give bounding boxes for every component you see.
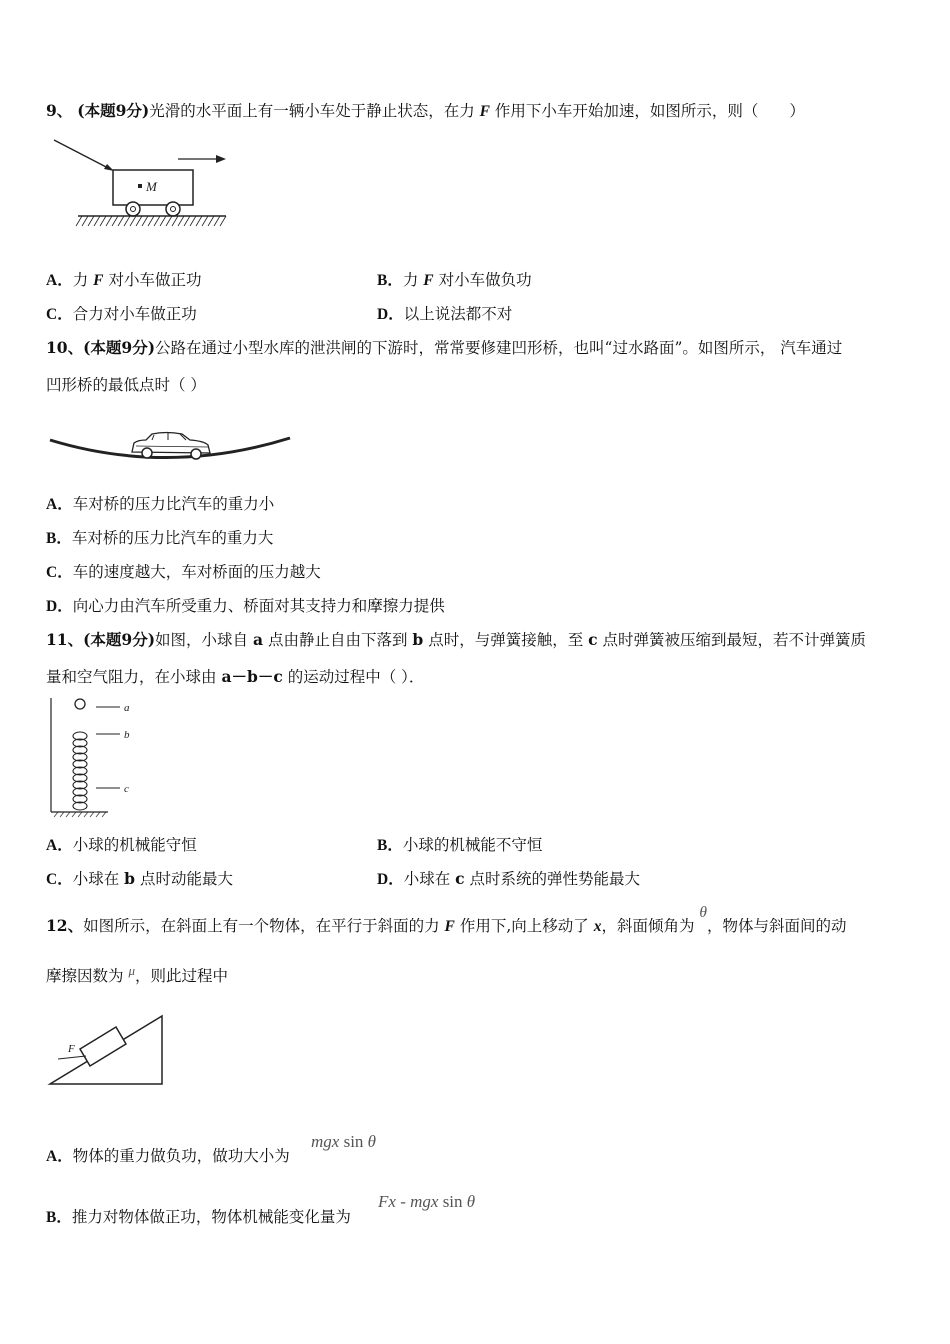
q12-option-a-label: A． — [46, 1148, 73, 1165]
q11-line1-a: 如图，小球自 — [155, 631, 249, 649]
q11-line1-c: 点时，与弹簧接触，至 — [428, 631, 584, 649]
q12-option-b-label: B． — [46, 1209, 72, 1226]
q11-tag: (本题9分) — [83, 630, 156, 649]
q11-option-d[interactable] — [377, 869, 640, 890]
q10-number: 10、 — [46, 338, 84, 357]
q12-option-a[interactable] — [46, 1146, 290, 1167]
q9-text-a: 光滑的水平面上有一辆小车处于静止状态，在力 — [149, 102, 475, 120]
q10-stem-line1 — [46, 338, 842, 358]
q11-option-d-label: D． — [377, 871, 404, 888]
q10-option-c-text: 车的速度越大，车对桥面的压力越大 — [72, 563, 321, 581]
q11-option-d-var: c — [455, 869, 465, 888]
q12-fig-label-f: F — [68, 1043, 75, 1055]
q12-var-x: x — [593, 918, 602, 935]
q12-text-c: ，斜面倾角为 — [601, 917, 695, 935]
q11-option-b[interactable] — [377, 835, 542, 856]
q9-text-b: 作用下小车开始加速，如图所示，则（ ） — [494, 102, 805, 120]
q12-text-d: ，物体与斜面间的动 — [707, 917, 847, 935]
q10-option-c-label: C． — [46, 564, 73, 581]
q11-fig-label-b: b — [124, 729, 130, 741]
q12-option-a-text: 物体的重力做负功，做功大小为 — [72, 1147, 290, 1165]
q12-option-b-minus: - — [400, 1192, 406, 1211]
q9-option-a-post: 对小车做正功 — [108, 271, 202, 289]
q11-stem-line2 — [46, 667, 424, 687]
q11-path: a－b－c — [221, 667, 283, 686]
q11-spring-figure — [48, 696, 148, 818]
q12-option-b-text: 推力对物体做正功，物体机械能变化量为 — [71, 1208, 351, 1226]
q9-option-c[interactable] — [46, 304, 197, 325]
q10-option-c[interactable] — [46, 562, 321, 583]
q9-cart-figure — [48, 136, 233, 231]
q9-option-b-pre: 力 — [402, 271, 419, 289]
q9-option-a-label: A． — [46, 272, 73, 289]
q10-option-b-text: 车对桥的压力比汽车的重力大 — [71, 529, 274, 547]
q11-line1-b: 点由静止自由下落到 — [267, 631, 408, 649]
q9-tag: (本题9分) — [77, 101, 150, 120]
q9-option-c-text: 合力对小车做正功 — [72, 305, 197, 323]
q11-option-d-post: 点时系统的弹性势能最大 — [469, 870, 641, 888]
q11-fig-label-a: a — [124, 702, 130, 714]
q9-option-b-post: 对小车做负功 — [438, 271, 532, 289]
q10-option-b[interactable] — [46, 528, 273, 549]
q9-option-b[interactable] — [377, 270, 532, 291]
q11-option-c-pre: 小球在 — [72, 870, 120, 888]
q12-var-f: F — [444, 918, 455, 935]
q10-option-a[interactable] — [46, 494, 274, 515]
q12-text-b: 作用下,向上移动了 — [459, 917, 589, 935]
q9-option-d[interactable] — [377, 304, 512, 325]
q12-text-a: 如图所示，在斜面上有一个物体，在平行于斜面的力 — [83, 917, 440, 935]
q9-option-d-text: 以上说法都不对 — [403, 305, 513, 323]
q11-option-a[interactable] — [46, 835, 197, 856]
q9-option-b-var: F — [423, 272, 434, 289]
q11-option-c[interactable] — [46, 869, 233, 890]
q9-number: 9、 — [46, 101, 73, 120]
q10-option-a-label: A． — [46, 496, 73, 513]
q10-option-d-label: D． — [46, 598, 73, 615]
q12-option-a-arg: θ — [367, 1132, 377, 1151]
q9-option-c-label: C． — [46, 306, 73, 323]
q9-option-d-label: D． — [377, 306, 404, 323]
q12-line2-a: 摩擦因数为 — [46, 967, 124, 985]
q12-option-b-math-a: Fx — [378, 1192, 396, 1211]
q10-tag: (本题9分) — [83, 338, 156, 357]
q11-stem-line1 — [46, 630, 866, 650]
q12-option-b-formula — [378, 1192, 475, 1212]
q12-option-a-func: sin — [343, 1132, 364, 1151]
q9-option-a-pre: 力 — [72, 271, 89, 289]
q11-number: 11、 — [46, 630, 84, 649]
q12-theta: θ — [699, 904, 708, 921]
q9-option-b-label: B． — [377, 272, 403, 289]
q10-stem-line2: 凹形桥的最低点时（ ） — [46, 376, 206, 394]
q12-incline-figure — [48, 1012, 168, 1088]
q9-option-a[interactable] — [46, 270, 201, 291]
q11-option-a-label: A． — [46, 837, 73, 854]
q12-stem-line2 — [46, 963, 228, 987]
q12-option-b-arg: θ — [466, 1192, 476, 1211]
q10-bridge-figure — [48, 428, 293, 470]
q12-stem-line1 — [46, 904, 847, 937]
q10-option-b-label: B． — [46, 530, 72, 547]
q12-option-b[interactable] — [46, 1207, 351, 1228]
q10-line1: 公路在通过小型水库的泄洪闸的下游时，常常要修建凹形桥，也叫“过水路面”。如图所示， 汽车通过 — [155, 339, 843, 357]
q12-line2-b: ，则此过程中 — [134, 967, 228, 985]
q9-var-f: F — [479, 103, 490, 120]
q11-point-c: c — [588, 630, 598, 649]
q12-option-b-func: sin — [442, 1192, 463, 1211]
q11-line1-d: 点时弹簧被压缩到最短，若不计弹簧质 — [602, 631, 867, 649]
q11-option-b-label: B． — [377, 837, 403, 854]
q11-option-d-pre: 小球在 — [403, 870, 451, 888]
q11-point-a: a — [252, 630, 264, 649]
q12-option-b-math-b: mgx — [410, 1192, 439, 1211]
q11-line2-a: 量和空气阻力，在小球由 — [46, 668, 217, 686]
q9-option-a-var: F — [93, 272, 104, 289]
q12-mu: μ — [128, 963, 135, 978]
q11-fig-label-c: c — [124, 783, 129, 795]
q12-number: 12、 — [46, 916, 84, 935]
q11-line2-b: 的运动过程中（ ）． — [287, 668, 425, 686]
q12-option-a-math: mgx — [311, 1132, 340, 1151]
q11-option-c-var: b — [124, 869, 135, 888]
q10-option-d-text: 向心力由汽车所受重力、桥面对其支持力和摩擦力提供 — [72, 597, 445, 615]
q10-option-a-text: 车对桥的压力比汽车的重力小 — [72, 495, 275, 513]
q12-option-a-formula — [311, 1132, 376, 1152]
q11-point-b: b — [412, 630, 424, 649]
q11-option-c-post: 点时动能最大 — [139, 870, 233, 888]
q9-stem — [46, 101, 805, 122]
q10-option-d[interactable] — [46, 596, 445, 617]
q11-option-a-text: 小球的机械能守恒 — [72, 836, 197, 854]
q11-option-c-label: C． — [46, 871, 73, 888]
q9-cart-label: M — [146, 179, 157, 194]
q11-option-b-text: 小球的机械能不守恒 — [402, 836, 543, 854]
